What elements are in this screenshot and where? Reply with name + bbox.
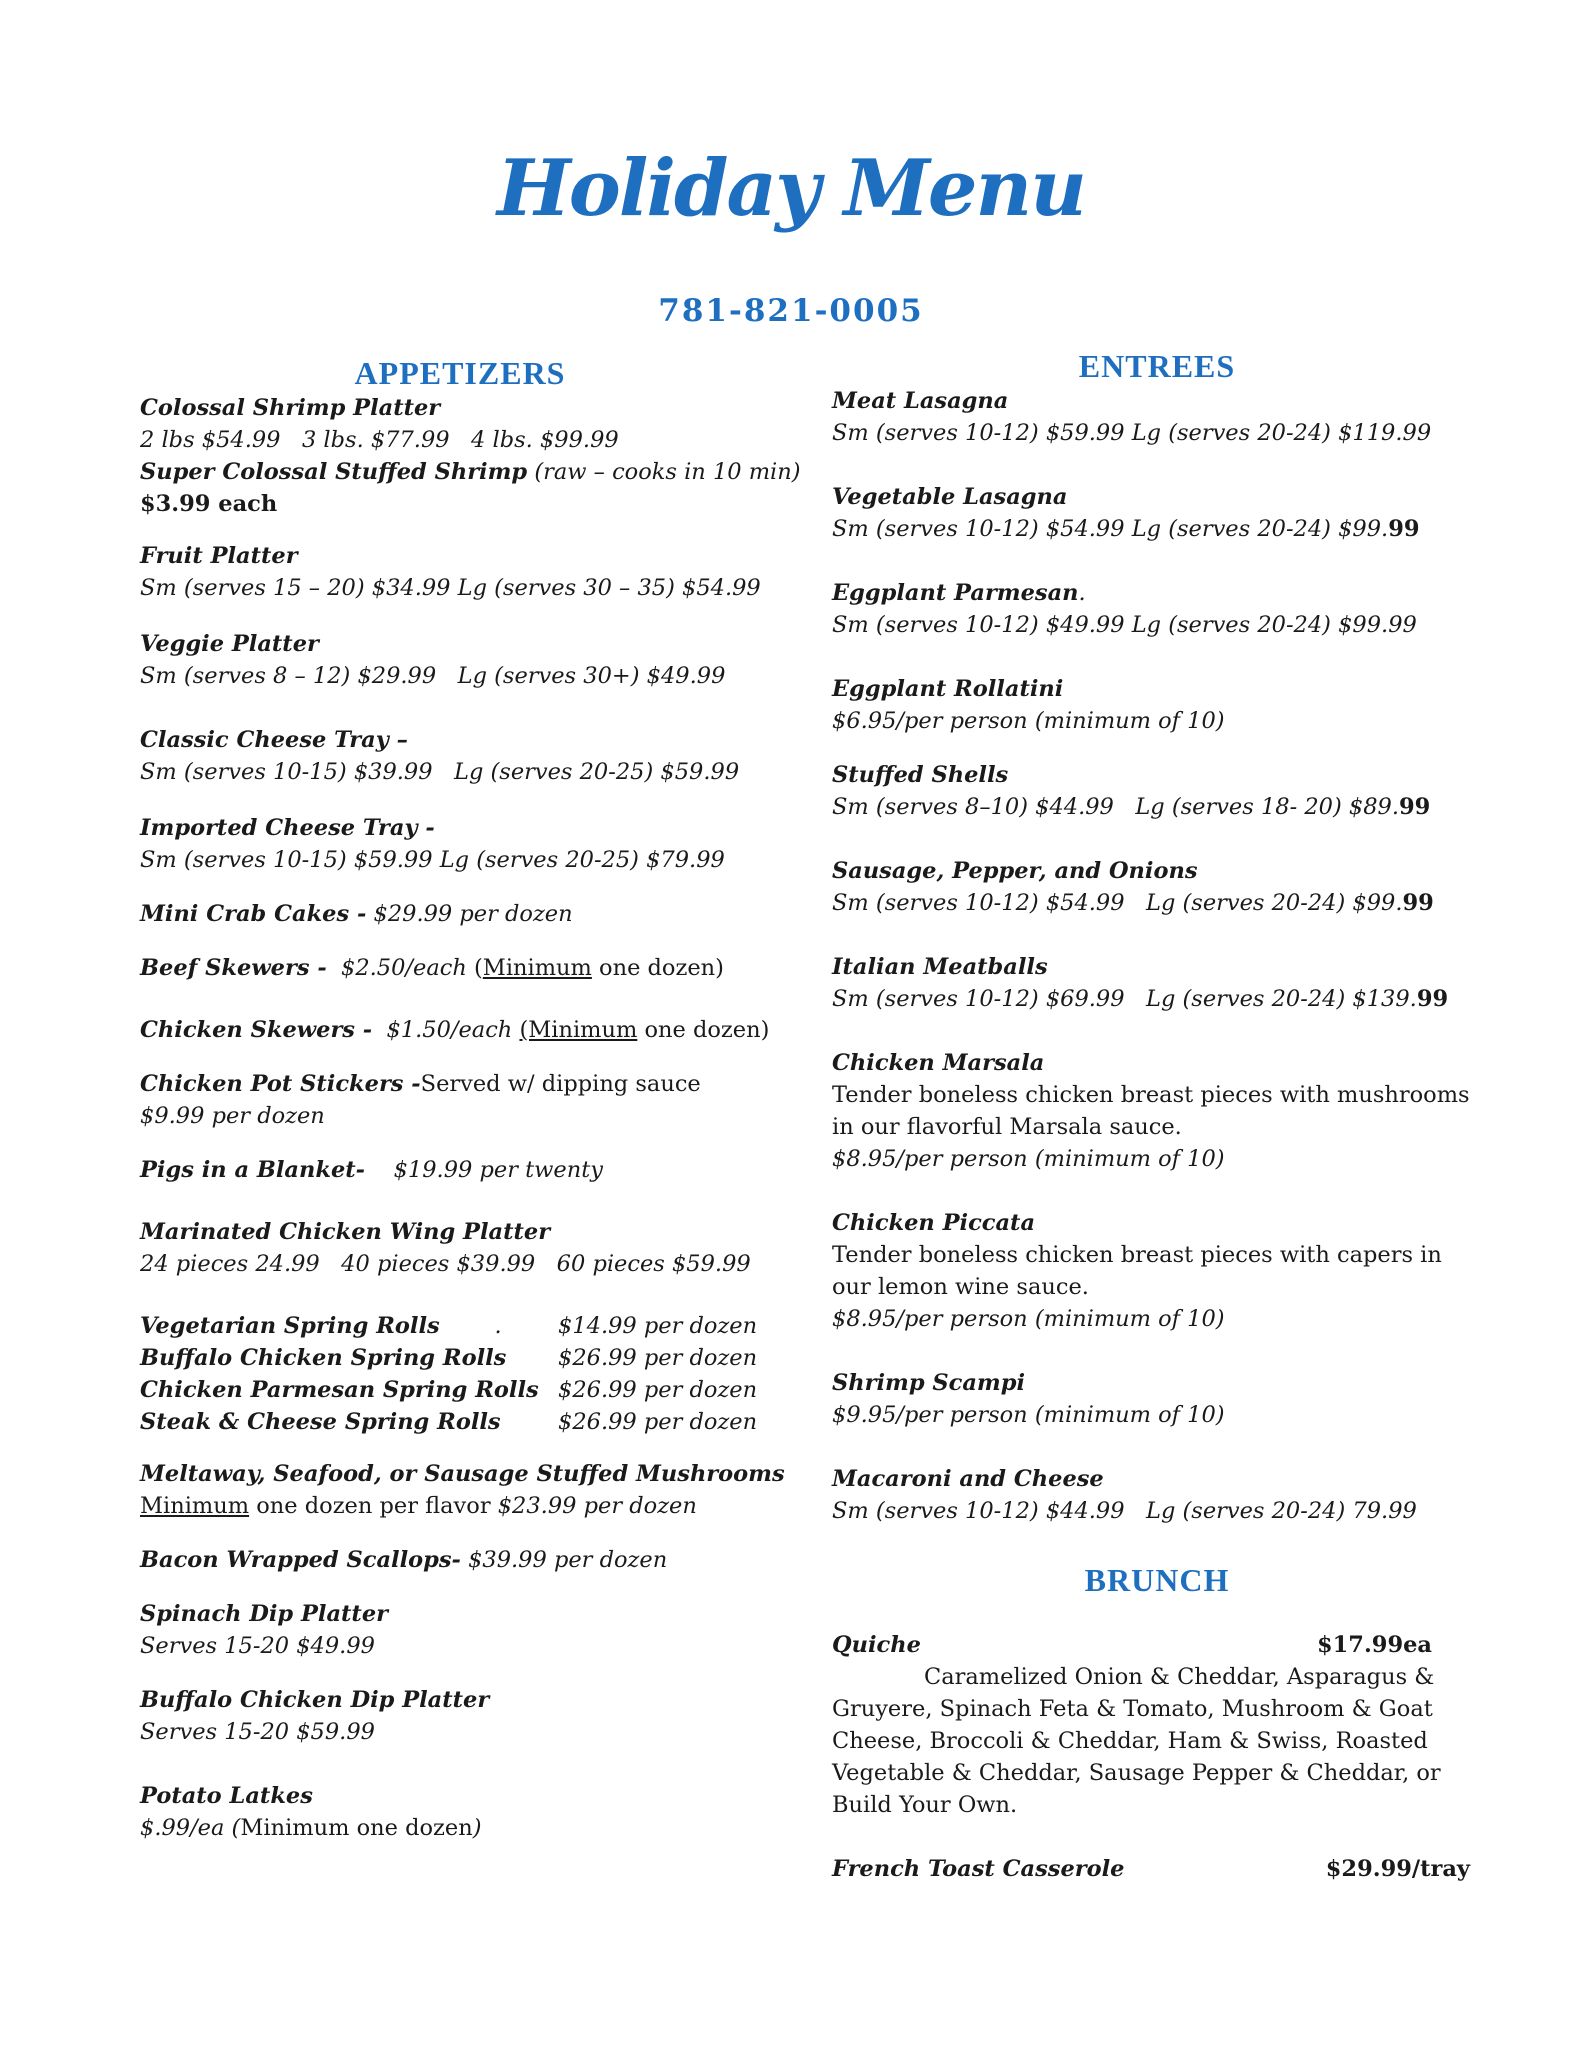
item-price: Sm (serves 10-12) $59.99 Lg (serves 20-24) $119.99 xyxy=(832,420,1432,446)
item-name: Super Colossal Stuffed Shrimp xyxy=(140,459,528,485)
item-price: Sm (serves 10-12) $69.99 Lg (serves 20-24) $139. xyxy=(832,986,1417,1012)
item-desc: Build Your Own. xyxy=(832,1792,1018,1818)
item-price: Sm (serves 8 – 12) $29.99 Lg (serves 30+) $49.99 xyxy=(140,663,726,689)
item-desc: Cheese, Broccoli & Cheddar, Ham & Swiss, Roasted xyxy=(832,1728,1428,1754)
brunch-heading: BRUNCH xyxy=(1084,1562,1230,1598)
item-price: Sm (serves 8–10) $44.99 Lg (serves 18- 20) $89. xyxy=(832,794,1399,820)
item-name: Spinach Dip Platter xyxy=(140,1601,388,1627)
menu-item xyxy=(140,1014,840,1046)
menu-item xyxy=(140,952,840,984)
item-name: Classic Cheese Tray – xyxy=(140,727,408,753)
item-name: Shrimp Scampi xyxy=(832,1370,1025,1396)
appetizers-section xyxy=(140,354,840,1844)
item-price: Sm (serves 15 – 20) $34.99 Lg (serves 30 – 35) $54.99 xyxy=(140,575,761,601)
item-price: Sm (serves 10-15) $39.99 Lg (serves 20-25) $59.99 xyxy=(140,759,740,785)
item-price: $9.95/per person (minimum of 10) xyxy=(832,1402,1225,1428)
list-item xyxy=(140,1374,840,1406)
item-name: Eggplant Parmesan xyxy=(832,580,1079,606)
item-name: Chicken Pot Stickers - xyxy=(140,1071,421,1097)
menu-item xyxy=(832,1207,1482,1335)
menu-item xyxy=(140,392,840,520)
item-min: Minimum xyxy=(140,1493,250,1519)
menu-item xyxy=(140,812,840,876)
menu-item xyxy=(832,481,1482,545)
item-name: Pigs in a Blanket- xyxy=(140,1157,365,1183)
item-desc: in our flavorful Marsala sauce. xyxy=(832,1114,1182,1140)
item-name: Meltaway, Seafood, or Sausage Stuffed Mushrooms xyxy=(140,1461,785,1487)
menu-item xyxy=(832,1367,1482,1431)
item-name: Colossal Shrimp Platter xyxy=(140,395,441,421)
item-desc: Tender boneless chicken breast pieces with capers in xyxy=(832,1242,1442,1268)
item-name: Veggie Platter xyxy=(140,631,319,657)
menu-item xyxy=(140,628,840,692)
item-name: Buffalo Chicken Dip Platter xyxy=(140,1687,490,1713)
item-min: ) xyxy=(472,1815,482,1841)
menu-item xyxy=(832,385,1482,449)
menu-item xyxy=(140,1544,840,1576)
item-desc: Served w/ dipping sauce xyxy=(420,1071,701,1097)
item-price: Sm (serves 10-15) $59.99 Lg (serves 20-25) $79.99 xyxy=(140,847,725,873)
item-name: Stuffed Shells xyxy=(832,762,1009,788)
item-dot: . xyxy=(1078,580,1086,606)
item-note: (raw – cooks in 10 min) xyxy=(534,459,801,485)
menu-item xyxy=(140,898,840,930)
item-min: Minimum xyxy=(482,955,592,981)
item-min: one dozen) xyxy=(637,1017,770,1043)
item-name: Bacon Wrapped Scallops- xyxy=(140,1547,461,1573)
menu-title: Holiday Menu xyxy=(497,143,1085,234)
item-name: Macaroni and Cheese xyxy=(832,1466,1104,1492)
item-price: Sm (serves 10-12) $54.99 Lg (serves 20-24) $99. xyxy=(832,516,1389,542)
item-price: $8.95/per person (minimum of 10) xyxy=(832,1146,1225,1172)
item-price: Serves 15-20 $49.99 xyxy=(140,1633,375,1659)
item-price-cents: 99 xyxy=(1402,890,1434,916)
menu-item xyxy=(832,1629,1472,1821)
item-name: Marinated Chicken Wing Platter xyxy=(140,1219,551,1245)
item-price: $2.50/each xyxy=(341,955,467,981)
menu-item xyxy=(140,1684,840,1748)
item-name: Chicken Marsala xyxy=(832,1050,1045,1076)
spring-rolls-list xyxy=(140,1310,840,1438)
menu-item xyxy=(832,1853,1482,1885)
appetizers-heading: APPETIZERS xyxy=(354,355,566,391)
item-min: ( xyxy=(474,955,483,981)
item-name: Vegetable Lasagna xyxy=(832,484,1068,510)
item-price: $14.99 per dozen xyxy=(558,1313,758,1339)
item-price: Sm (serves 10-12) $44.99 Lg (serves 20-24) 79.99 xyxy=(832,1498,1417,1524)
entrees-heading: ENTREES xyxy=(1078,348,1236,384)
item-desc: Vegetable & Cheddar, Sausage Pepper & Cheddar, or xyxy=(832,1760,1441,1786)
item-name: Chicken Skewers - xyxy=(140,1017,373,1043)
item-name: Sausage, Pepper, and Onions xyxy=(832,858,1198,884)
item-price: $26.99 per dozen xyxy=(558,1345,758,1371)
menu-item xyxy=(140,1154,840,1186)
item-price: $19.99 per twenty xyxy=(393,1157,603,1183)
item-price: 24 pieces 24.99 40 pieces $39.99 60 pieces $59.99 xyxy=(140,1251,751,1277)
menu-item xyxy=(832,855,1482,919)
list-item xyxy=(140,1406,840,1438)
item-price: 2 lbs $54.99 3 lbs. $77.99 4 lbs. $99.99 xyxy=(140,427,619,453)
item-name: Meat Lasagna xyxy=(832,388,1009,414)
menu-item xyxy=(140,1216,840,1280)
menu-item xyxy=(140,1458,840,1522)
item-price: $1.50/each xyxy=(386,1017,513,1043)
item-price: $23.99 per dozen xyxy=(497,1493,697,1519)
item-price: $26.99 per dozen xyxy=(558,1377,758,1403)
item-price-cents: 99 xyxy=(1388,516,1420,542)
item-name: Buffalo Chicken Spring Rolls xyxy=(140,1345,507,1371)
item-desc: Tender boneless chicken breast pieces with mushrooms xyxy=(832,1082,1470,1108)
item-name: Potato Latkes xyxy=(140,1783,313,1809)
item-name: Fruit Platter xyxy=(140,543,298,569)
item-price: $29.99 per dozen xyxy=(373,901,573,927)
item-price: Serves 15-20 $59.99 xyxy=(140,1719,375,1745)
menu-item xyxy=(832,577,1482,641)
item-desc: our lemon wine sauce. xyxy=(832,1274,1089,1300)
menu-item xyxy=(140,1068,840,1132)
item-name: Eggplant Rollatini xyxy=(832,676,1064,702)
menu-item xyxy=(832,1463,1482,1527)
item-min: (Minimum xyxy=(519,1017,638,1043)
menu-item xyxy=(832,673,1482,737)
menu-item xyxy=(140,724,840,788)
item-price: $9.99 per dozen xyxy=(140,1103,325,1129)
item-name: Imported Cheese Tray - xyxy=(140,815,435,841)
menu-item xyxy=(140,1598,840,1662)
menu-item xyxy=(832,759,1482,823)
item-name: Vegetarian Spring Rolls . xyxy=(140,1313,502,1339)
item-name: Chicken Piccata xyxy=(832,1210,1036,1236)
menu-item xyxy=(832,1047,1482,1175)
menu-item xyxy=(140,540,840,604)
item-price-cents: 99 xyxy=(1399,794,1431,820)
item-min: Minimum one dozen xyxy=(240,1815,473,1841)
item-price: Sm (serves 10-12) $54.99 Lg (serves 20-24) $99. xyxy=(832,890,1403,916)
item-name: Steak & Cheese Spring Rolls xyxy=(140,1409,501,1435)
phone-number: 781-821-0005 xyxy=(658,293,924,329)
menu-item xyxy=(832,951,1482,1015)
item-name: Quiche xyxy=(832,1632,921,1658)
item-price: $29.99/tray xyxy=(1325,1856,1470,1882)
item-price: $39.99 per dozen xyxy=(468,1547,668,1573)
item-price-cents: 99 xyxy=(1416,986,1449,1012)
list-item xyxy=(140,1310,840,1342)
item-price: $26.99 per dozen xyxy=(558,1409,758,1435)
item-name: Italian Meatballs xyxy=(832,954,1048,980)
item-name: Beef Skewers - xyxy=(140,955,327,981)
item-min: one dozen per flavor xyxy=(249,1493,491,1519)
item-name: Mini Crab Cakes - xyxy=(140,901,367,927)
item-price: $8.95/per person (minimum of 10) xyxy=(832,1306,1225,1332)
menu-item xyxy=(140,1780,840,1844)
item-name: French Toast Casserole xyxy=(832,1856,1125,1882)
entrees-section xyxy=(832,347,1482,1885)
item-price: Sm (serves 10-12) $49.99 Lg (serves 20-24) $99.99 xyxy=(832,612,1417,638)
item-price: $6.95/per person (minimum of 10) xyxy=(832,708,1225,734)
item-name: Chicken Parmesan Spring Rolls xyxy=(140,1377,539,1403)
item-price: $3.99 each xyxy=(140,491,278,517)
item-desc: Caramelized Onion & Cheddar, Asparagus & xyxy=(924,1664,1435,1690)
item-price: $17.99ea xyxy=(1316,1632,1432,1658)
item-desc: Gruyere, Spinach Feta & Tomato, Mushroom & Goat xyxy=(832,1696,1433,1722)
item-price: $.99/ea ( xyxy=(140,1815,241,1841)
item-min: one dozen) xyxy=(591,955,724,981)
list-item xyxy=(140,1342,840,1374)
